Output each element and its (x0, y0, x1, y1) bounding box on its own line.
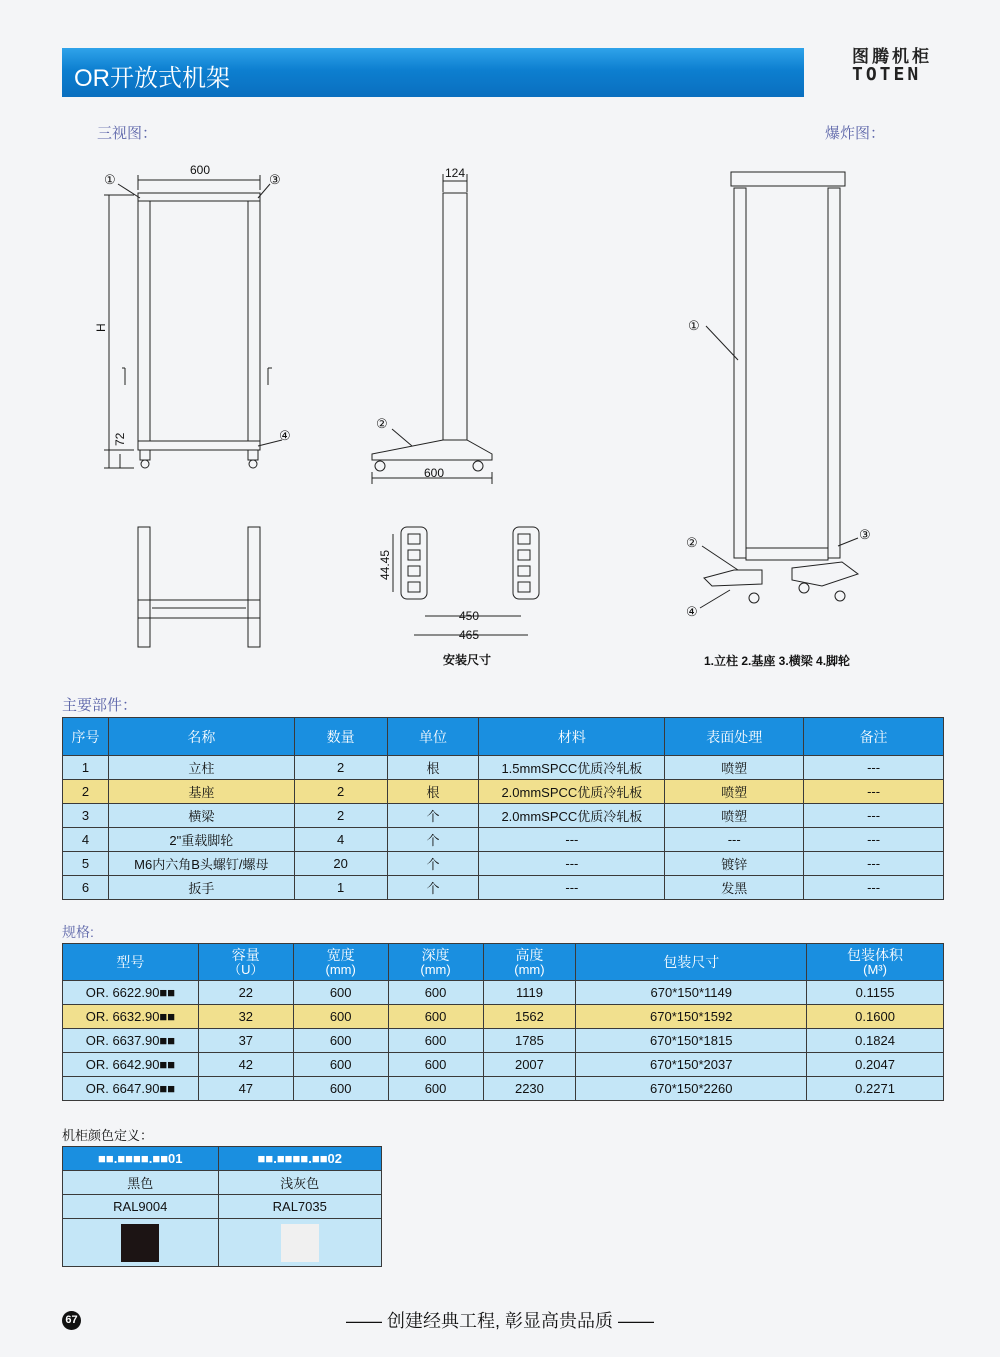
specs-cell: OR. 6642.90■■ (63, 1053, 199, 1077)
parts-cell: 2.0mmSPCC优质冷轧板 (479, 804, 665, 828)
specs-cell: 670*150*1592 (576, 1005, 807, 1029)
specs-header-main: 宽度 (326, 947, 355, 963)
color-table (62, 1146, 382, 1267)
specs-header-main: 深度 (421, 947, 450, 963)
callout-2: ② (376, 416, 388, 431)
parts-cell: 镀锌 (665, 852, 804, 876)
exploded-callout-3: ③ (859, 527, 871, 542)
color-name: 浅灰色 (218, 1171, 381, 1195)
specs-cell: 600 (388, 981, 483, 1005)
parts-cell: --- (479, 852, 665, 876)
parts-cell: --- (479, 876, 665, 900)
specs-cell: 600 (293, 1005, 388, 1029)
parts-cell: M6内六角B头螺钉/螺母 (108, 852, 294, 876)
specs-cell: 600 (293, 1053, 388, 1077)
specs-cell: 0.1155 (807, 981, 944, 1005)
specs-cell: OR. 6637.90■■ (63, 1029, 199, 1053)
specs-row (63, 981, 944, 1005)
color-code: ■■.■■■■.■■02 (218, 1147, 381, 1171)
dim-side-base: 600 (424, 466, 445, 480)
specs-header-row (63, 944, 944, 981)
specs-header (63, 944, 199, 981)
specs-header (576, 944, 807, 981)
specs-header-unit: （U） (228, 962, 264, 977)
specs-cell: 1562 (483, 1005, 576, 1029)
color-swatch-light-gray (281, 1224, 319, 1262)
specs-row (63, 1005, 944, 1029)
parts-header: 序号 (63, 718, 109, 756)
dim-height: H (94, 323, 108, 332)
specs-header-unit: (M³) (863, 962, 887, 977)
specs-cell: 670*150*1815 (576, 1029, 807, 1053)
parts-cell: 横梁 (108, 804, 294, 828)
specs-cell: OR. 6622.90■■ (63, 981, 199, 1005)
parts-cell: 3 (63, 804, 109, 828)
specs-cell: 32 (198, 1005, 293, 1029)
color-name-row (63, 1171, 382, 1195)
specs-cell: 22 (198, 981, 293, 1005)
specs-header-unit: (mm) (325, 962, 356, 977)
parts-cell: --- (479, 828, 665, 852)
parts-cell: 6 (63, 876, 109, 900)
parts-header: 名称 (108, 718, 294, 756)
parts-cell: 发黑 (665, 876, 804, 900)
parts-header: 备注 (804, 718, 944, 756)
dim-465: 465 (459, 628, 480, 642)
parts-row (63, 828, 944, 852)
dim-pitch: 44.45 (378, 549, 392, 580)
callout-4: ④ (279, 428, 291, 443)
specs-cell: 670*150*1149 (576, 981, 807, 1005)
specs-header (388, 944, 483, 981)
parts-header: 单位 (387, 718, 479, 756)
specs-cell: OR. 6632.90■■ (63, 1005, 199, 1029)
specs-table (62, 943, 944, 1101)
dim-front-width: 600 (190, 163, 211, 177)
specs-cell: 0.2271 (807, 1077, 944, 1101)
parts-cell: 1 (63, 756, 109, 780)
specs-header-main: 包装体积 (847, 947, 904, 963)
specs-header-main: 包装尺寸 (663, 953, 720, 970)
specs-cell: 600 (388, 1029, 483, 1053)
dim-450: 450 (459, 609, 480, 623)
color-code-row (63, 1147, 382, 1171)
parts-cell: 个 (387, 828, 479, 852)
specs-cell: 600 (388, 1077, 483, 1101)
specs-header-main: 高度 (515, 947, 544, 963)
color-code: ■■.■■■■.■■01 (63, 1147, 219, 1171)
specs-cell: 670*150*2037 (576, 1053, 807, 1077)
specs-cell: 600 (293, 981, 388, 1005)
parts-header: 材料 (479, 718, 665, 756)
exploded-caption: 1.立柱 2.基座 3.横梁 4.脚轮 (704, 654, 851, 668)
specs-cell: 1119 (483, 981, 576, 1005)
exploded-callout-1: ① (688, 318, 700, 333)
parts-table (62, 717, 944, 900)
parts-cell: --- (804, 876, 944, 900)
specs-cell: 600 (388, 1053, 483, 1077)
color-definition-label: 机柜颜色定义： (62, 1128, 154, 1143)
specs-cell: OR. 6647.90■■ (63, 1077, 199, 1101)
parts-cell: 2 (63, 780, 109, 804)
page-title: OR开放式机架 (74, 65, 230, 92)
specs-header (483, 944, 576, 981)
logo-en: TOTEN (852, 64, 922, 85)
exploded-callout-2: ② (686, 535, 698, 550)
specs-cell: 600 (293, 1029, 388, 1053)
specs-row (63, 1077, 944, 1101)
parts-cell: 2 (294, 780, 387, 804)
color-ral: RAL9004 (63, 1195, 219, 1219)
parts-cell: --- (804, 828, 944, 852)
side-view (372, 174, 492, 484)
logo-cn: 图腾机柜 (852, 47, 932, 66)
specs-cell: 670*150*2260 (576, 1077, 807, 1101)
dim-base-height: 72 (113, 432, 127, 446)
parts-cell: 扳手 (108, 876, 294, 900)
parts-cell: 个 (387, 876, 479, 900)
parts-header: 表面处理 (665, 718, 804, 756)
specs-label: 规格: (62, 924, 94, 940)
parts-row (63, 852, 944, 876)
front-view (104, 175, 282, 468)
parts-cell: --- (804, 756, 944, 780)
specs-row (63, 1053, 944, 1077)
parts-cell: --- (804, 780, 944, 804)
parts-cell: 立柱 (108, 756, 294, 780)
specs-header-main: 容量 (231, 947, 260, 963)
specs-header-unit: (mm) (420, 962, 451, 977)
parts-cell: 2 (294, 756, 387, 780)
parts-cell: 20 (294, 852, 387, 876)
footer-slogan: —— 创建经典工程, 彰显高贵品质 —— (345, 1311, 654, 1331)
parts-cell: 4 (63, 828, 109, 852)
specs-header-unit: (mm) (514, 962, 545, 977)
color-ral: RAL7035 (218, 1195, 381, 1219)
parts-cell: 个 (387, 852, 479, 876)
color-swatch-row (63, 1219, 382, 1267)
parts-cell: 4 (294, 828, 387, 852)
install-caption: 安装尺寸 (443, 653, 492, 667)
base-detail-view (138, 527, 260, 647)
parts-cell: 基座 (108, 780, 294, 804)
parts-row (63, 756, 944, 780)
exploded-view (700, 172, 858, 608)
parts-cell: 喷塑 (665, 780, 804, 804)
specs-header (293, 944, 388, 981)
color-name: 黑色 (63, 1171, 219, 1195)
parts-cell: 个 (387, 804, 479, 828)
color-ral-row (63, 1195, 382, 1219)
color-swatch-black (121, 1224, 159, 1262)
specs-header (807, 944, 944, 981)
parts-cell: 1 (294, 876, 387, 900)
technical-drawings (62, 150, 944, 680)
parts-cell: 喷塑 (665, 756, 804, 780)
specs-cell: 0.1600 (807, 1005, 944, 1029)
specs-header (198, 944, 293, 981)
specs-cell: 0.2047 (807, 1053, 944, 1077)
callout-1: ① (104, 172, 116, 187)
parts-label: 主要部件： (62, 697, 138, 714)
exploded-callout-4: ④ (686, 604, 698, 619)
parts-cell: 1.5mmSPCC优质冷轧板 (479, 756, 665, 780)
parts-row (63, 804, 944, 828)
specs-cell: 0.1824 (807, 1029, 944, 1053)
page-number: 67 (62, 1311, 81, 1330)
three-view-label: 三视图： (97, 125, 158, 142)
parts-cell: 5 (63, 852, 109, 876)
parts-cell: 根 (387, 756, 479, 780)
parts-cell: --- (804, 804, 944, 828)
specs-row (63, 1029, 944, 1053)
parts-row (63, 780, 944, 804)
parts-cell: 根 (387, 780, 479, 804)
parts-row (63, 876, 944, 900)
specs-cell: 37 (198, 1029, 293, 1053)
parts-header-row (63, 718, 944, 756)
parts-cell: --- (665, 828, 804, 852)
parts-cell: 2"重载脚轮 (108, 828, 294, 852)
specs-cell: 47 (198, 1077, 293, 1101)
specs-cell: 1785 (483, 1029, 576, 1053)
parts-cell: 2 (294, 804, 387, 828)
specs-cell: 600 (293, 1077, 388, 1101)
parts-header: 数量 (294, 718, 387, 756)
title-bar (62, 48, 804, 97)
specs-cell: 42 (198, 1053, 293, 1077)
specs-cell: 2007 (483, 1053, 576, 1077)
parts-cell: 2.0mmSPCC优质冷轧板 (479, 780, 665, 804)
specs-cell: 600 (388, 1005, 483, 1029)
brand-logo (852, 48, 944, 84)
callout-3: ③ (269, 172, 281, 187)
exploded-view-label: 爆炸图： (825, 125, 886, 142)
specs-cell: 2230 (483, 1077, 576, 1101)
dim-side-depth: 124 (445, 166, 466, 180)
specs-header-main: 型号 (116, 953, 145, 970)
parts-cell: 喷塑 (665, 804, 804, 828)
parts-cell: --- (804, 852, 944, 876)
